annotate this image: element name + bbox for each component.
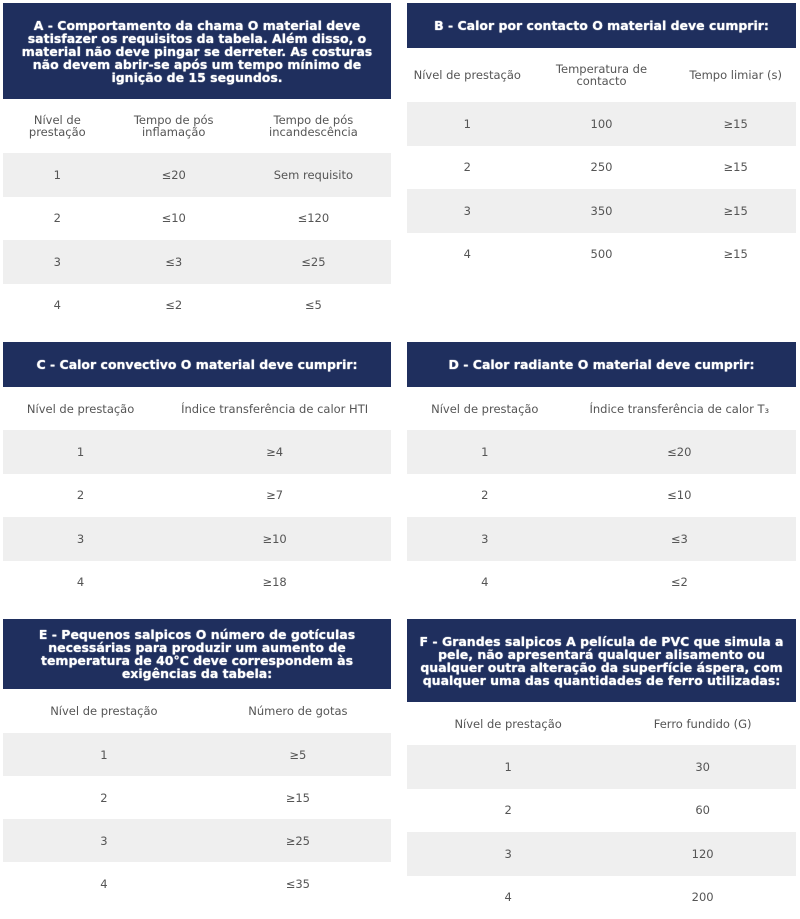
panel-b-title: B - Calor por contacto O material deve cumprir: <box>407 3 796 48</box>
table-cell: ≤2 <box>165 298 183 313</box>
table-row <box>3 819 391 862</box>
table-row <box>3 284 391 328</box>
table-cell: 350 <box>528 189 676 233</box>
table-row <box>407 832 796 876</box>
table-cell: 2 <box>53 211 61 226</box>
table-header-row <box>407 387 796 430</box>
table-cell: 60 <box>695 803 710 818</box>
table-cell: ≤2 <box>670 575 688 590</box>
panel-b <box>407 3 796 276</box>
panel-d-table <box>407 387 796 604</box>
table-cell: ≥15 <box>285 790 311 805</box>
table-cell: ≥10 <box>158 517 391 561</box>
col-header: Tempo limiar (s) <box>689 68 782 82</box>
table-cell: ≥25 <box>205 819 391 862</box>
table-cell: 4 <box>481 575 489 590</box>
table-row <box>407 474 796 518</box>
table-cell: ≤35 <box>285 876 311 891</box>
table-row <box>3 474 391 518</box>
table-cell: ≤10 <box>161 211 186 226</box>
table-cell: ≤25 <box>236 240 391 284</box>
col-header: Número de gotas <box>248 704 348 718</box>
table-cell: 3 <box>3 240 112 284</box>
col-header: Tempo de pós incandescência <box>269 113 358 139</box>
table-cell: 500 <box>590 247 613 262</box>
panel-b-table <box>407 48 796 276</box>
table-cell: ≥15 <box>723 160 748 175</box>
table-cell: Sem requisito <box>236 153 391 197</box>
table-header-row <box>3 99 391 153</box>
table-cell: 250 <box>590 160 613 175</box>
table-row <box>3 430 391 474</box>
panel-a <box>3 3 391 327</box>
table-row <box>407 430 796 474</box>
table-cell: ≤20 <box>563 430 796 474</box>
table-cell: 100 <box>528 102 676 146</box>
table-header-row <box>3 387 391 430</box>
panel-e-title: E - Pequenos salpicos O número de gotículas necessárias para produzir um aumento de temperatura de 40°C deve correspondem às exigências da tabela: <box>3 619 391 689</box>
table-cell: 2 <box>481 488 489 503</box>
table-cell: ≤3 <box>112 240 236 284</box>
table-row <box>3 197 391 241</box>
table-cell: ≥7 <box>266 488 284 503</box>
table-cell: 2 <box>76 488 85 503</box>
col-header: Nível de prestação <box>413 68 521 82</box>
table-cell: 1 <box>407 430 563 474</box>
table-row <box>3 561 391 605</box>
col-header: Nível de prestação <box>28 113 86 139</box>
table-cell: ≥4 <box>158 430 391 474</box>
col-header: Índice transferência de calor T₃ <box>589 401 770 416</box>
table-row <box>407 876 796 919</box>
table-cell: 4 <box>53 298 61 313</box>
table-cell: 1 <box>407 745 609 789</box>
col-header: Nível de prestação <box>454 716 562 731</box>
col-header: Nível de prestação <box>431 401 539 416</box>
panel-c <box>3 342 391 604</box>
table-cell: 2 <box>463 160 471 175</box>
table-cell: 1 <box>407 102 528 146</box>
table-cell: 1 <box>3 153 112 197</box>
table-cell: ≤120 <box>297 211 330 226</box>
table-row <box>407 789 796 833</box>
panel-f-table <box>407 702 796 919</box>
table-cell: 2 <box>504 803 512 818</box>
table-cell: 3 <box>407 832 609 876</box>
table-row <box>3 153 391 197</box>
table-cell: ≤20 <box>112 153 236 197</box>
table-row <box>407 146 796 190</box>
panel-c-title: C - Calor convectivo O material deve cumprir: <box>3 342 391 387</box>
table-cell: 3 <box>3 819 205 862</box>
table-cell: 1 <box>3 430 158 474</box>
table-cell: 3 <box>3 517 158 561</box>
col-header: Temperatura de contacto <box>555 62 648 88</box>
panel-a-title: A - Comportamento da chama O material deve satisfazer os requisitos da tabela. Além disso, o material não deve pingar se derreter. As costuras não devem abrir-se após um tempo mínimo de ignição de 15 segundos. <box>3 3 391 99</box>
col-header: Ferro fundido (G) <box>653 716 752 731</box>
table-cell: 3 <box>407 517 563 561</box>
table-row <box>407 102 796 146</box>
panel-f <box>407 619 796 919</box>
table-cell: 4 <box>463 247 471 262</box>
panel-e <box>3 619 391 905</box>
table-cell: ≥15 <box>675 189 796 233</box>
panel-a-table <box>3 99 391 327</box>
panel-c-table <box>3 387 391 604</box>
table-row <box>407 517 796 561</box>
panel-d-title: D - Calor radiante O material deve cumprir: <box>407 342 796 387</box>
table-cell: ≤3 <box>563 517 796 561</box>
table-cell: 3 <box>407 189 528 233</box>
panel-e-table <box>3 689 391 905</box>
table-header-row <box>3 689 391 733</box>
table-cell: 200 <box>691 890 714 905</box>
table-cell: 120 <box>609 832 796 876</box>
col-header: Nível de prestação <box>26 401 135 416</box>
table-cell: ≤10 <box>667 488 692 503</box>
col-header: Tempo de pós inflamação <box>133 113 214 139</box>
table-cell: 1 <box>3 733 205 776</box>
table-row <box>3 733 391 776</box>
table-cell: 4 <box>100 876 108 891</box>
panel-d <box>407 342 796 604</box>
table-row <box>407 745 796 789</box>
table-row <box>3 240 391 284</box>
table-cell: ≥18 <box>262 575 287 590</box>
table-cell: ≤5 <box>304 298 322 313</box>
col-header: Índice transferência de calor HTI <box>181 401 369 416</box>
table-header-row <box>407 48 796 102</box>
table-header-row <box>407 702 796 745</box>
table-cell: 4 <box>76 575 85 590</box>
table-cell: 2 <box>100 790 108 805</box>
table-row <box>407 561 796 605</box>
table-row <box>3 862 391 905</box>
table-cell: 30 <box>609 745 796 789</box>
table-row <box>407 189 796 233</box>
table-cell: ≥5 <box>205 733 391 776</box>
table-row <box>407 233 796 277</box>
col-header: Nível de prestação <box>50 704 158 718</box>
table-cell: 4 <box>504 890 512 905</box>
table-row <box>3 517 391 561</box>
table-cell: ≥15 <box>723 247 748 262</box>
table-cell: ≥15 <box>675 102 796 146</box>
panel-f-title: F - Grandes salpicos A película de PVC que simula a pele, não apresentará qualquer alisamento ou qualquer outra alteração da superfície áspera, com qualquer uma das quantidades de ferro utilizadas: <box>407 619 796 702</box>
table-row <box>3 776 391 819</box>
